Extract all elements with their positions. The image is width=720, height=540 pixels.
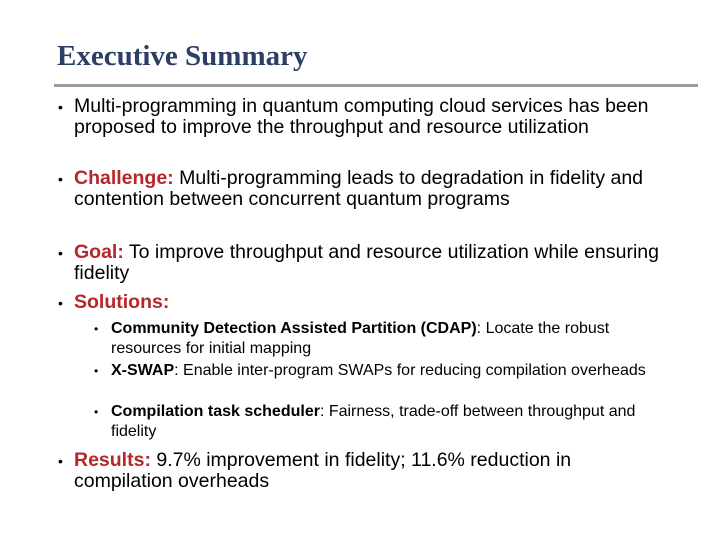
- bullet-marker: •: [58, 453, 63, 469]
- cdap-text: : Locate the robust resources for initial mapping: [111, 320, 610, 357]
- slide-title: Executive Summary: [57, 40, 308, 72]
- solution-scheduler: [92, 402, 672, 441]
- bullet-marker: •: [58, 245, 63, 261]
- goal-label: Goal:: [74, 241, 124, 263]
- solutions-label: Solutions:: [74, 291, 170, 313]
- title-divider: [54, 84, 698, 87]
- xswap-text: : Enable inter-program SWAPs for reducing compilation overheads: [174, 362, 646, 379]
- bullet-marker: •: [58, 171, 63, 187]
- sub-bullet-marker: •: [94, 405, 99, 419]
- bullet-marker: •: [58, 99, 63, 115]
- challenge-label: Challenge:: [74, 167, 174, 189]
- solution-cdap: [92, 319, 672, 358]
- results-text: 9.7% improvement in fidelity; 11.6% reduction in compilation overheads: [74, 449, 572, 492]
- bullet-intro-text: Multi-programming in quantum computing cloud services has been proposed to improve the throughput and resource utilization: [74, 95, 649, 138]
- goal-text: To improve throughput and resource utilization while ensuring fidelity: [74, 241, 659, 284]
- bullet-challenge: [56, 168, 666, 209]
- bullet-solutions: [56, 292, 666, 313]
- bullet-intro: [56, 96, 666, 137]
- bullet-goal: [56, 242, 666, 283]
- scheduler-text: : Fairness, trade-off between throughput and fidelity: [111, 403, 636, 440]
- results-label: Results:: [74, 449, 151, 471]
- sub-bullet-marker: •: [94, 322, 99, 336]
- sub-bullet-marker: •: [94, 364, 99, 378]
- scheduler-label: Compilation task scheduler: [111, 403, 320, 420]
- xswap-label: X-SWAP: [111, 362, 175, 379]
- bullet-results: [56, 450, 666, 491]
- bullet-marker: •: [58, 295, 63, 311]
- cdap-label: Community Detection Assisted Partition (CDAP): [111, 320, 477, 337]
- challenge-text: Multi-programming leads to degradation in fidelity and contention between concurrent quantum programs: [74, 167, 644, 210]
- solution-xswap: [92, 361, 672, 381]
